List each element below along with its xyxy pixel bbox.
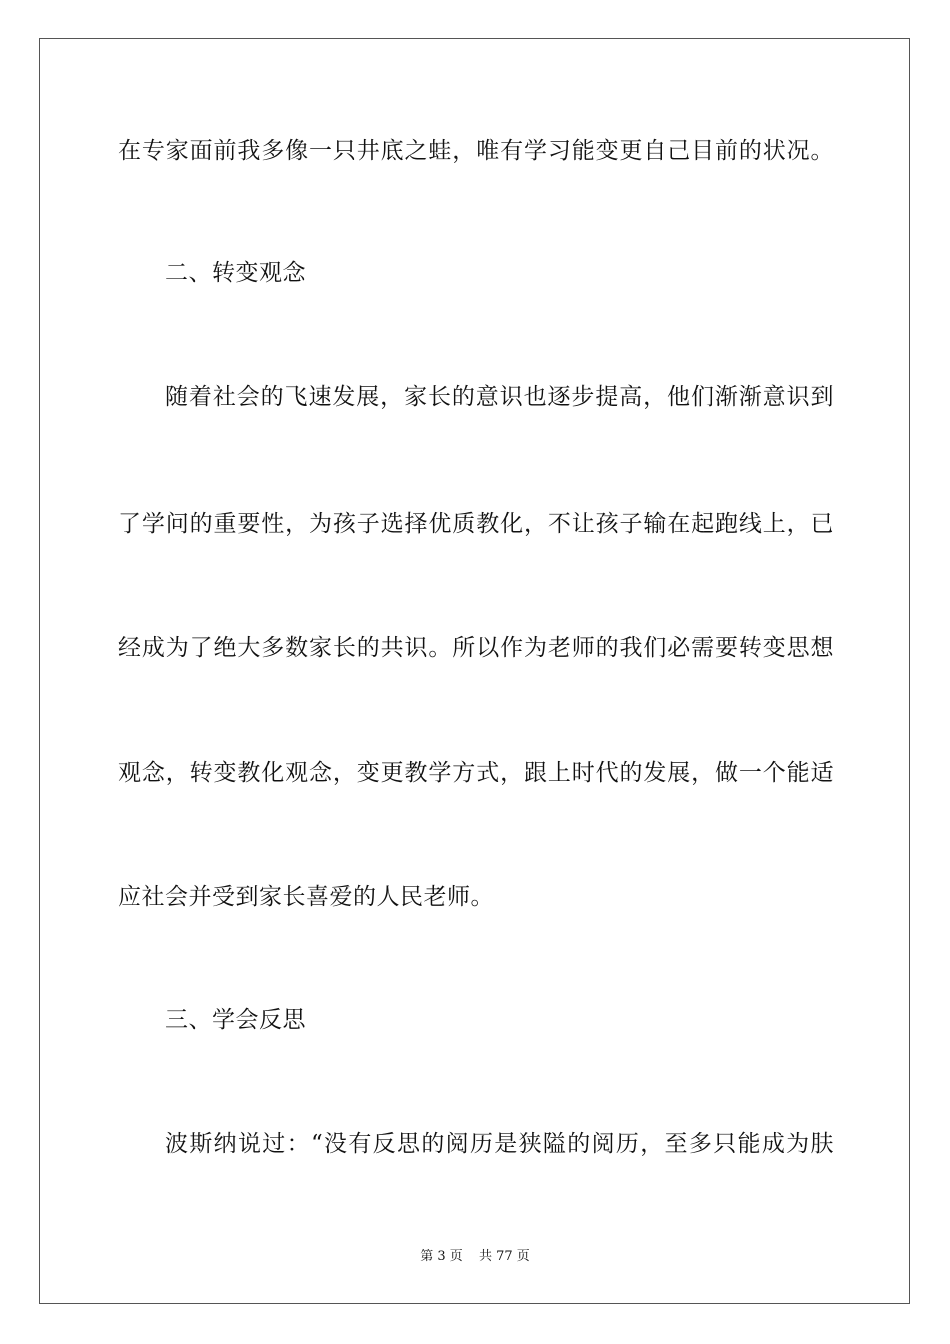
page-border [39,38,910,1304]
paragraph-line: 应社会并受到家长喜爱的人民老师。 [118,884,494,910]
page-total: 共 77 页 [478,1249,530,1264]
page-footer [0,1248,950,1266]
paragraph-line: 了学问的重要性，为孩子选择优质教化，不让孩子输在起跑线上，已 [118,511,834,537]
section-heading: 三、学会反思 [165,1007,306,1033]
section-heading: 二、转变观念 [165,260,306,286]
paragraph-line: 随着社会的飞速发展，家长的意识也逐步提高，他们渐渐意识到 [165,384,834,410]
paragraph-line: 在专家面前我多像一只井底之蛙，唯有学习能变更自己目前的状况。 [118,138,834,164]
paragraph-line: 经成为了绝大多数家长的共识。所以作为老师的我们必需要转变思想 [118,635,834,661]
page-number: 第 3 页 [420,1249,463,1264]
paragraph-line: 波斯纳说过：“没有反思的阅历是狭隘的阅历，至多只能成为肤 [165,1131,834,1157]
paragraph-line: 观念，转变教化观念，变更教学方式，跟上时代的发展，做一个能适 [118,760,834,786]
